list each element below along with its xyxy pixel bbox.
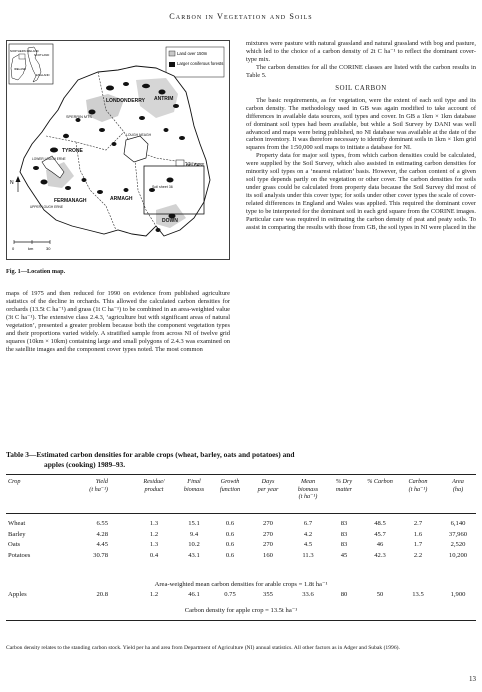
label-lough-neagh: LOUGH NEAGH bbox=[126, 133, 152, 137]
table-header-rule bbox=[6, 513, 476, 514]
cell-final: 15.1 bbox=[188, 520, 200, 527]
cell-area: 10,200 bbox=[448, 551, 468, 559]
body-paragraph: Property data for major soil types, from which carbon densities could be calculated, were supplied by the Soil Survey, which also assisted in estimating carbon densities for minority soil types on a ‘nearest relation’ basis. However, the carbon content of a given soil type depends partly on the vegetation or other cover. The carbon densities for soils under grass could be calculated from property data because the Soil Survey did most of its soil analysis under this cover type; for soils under other cover types the scale of cover-related differences in England and Wales was applied. This required the dominant cover type to be interpreted for the dominant soil in each grid square from the CORINE images. Particular care was required in estimating the carbon density of peat and peaty soils. To assist in comparing the results with those from GB, the soil types in NI were placed in the bbox=[246, 152, 476, 231]
cell-mean: 33.6 bbox=[302, 591, 314, 598]
cell-carbon-pct: 48.5 bbox=[374, 520, 386, 527]
table-footnote: Carbon density relates to the standing carbon stock. Yield per ha and area from Department of Agriculture (NI) annual statistics. All other factors as in Adger and Subak (1996). bbox=[6, 645, 400, 651]
cell-carbon-pct: 45.7 bbox=[374, 530, 386, 538]
cell-residue: 0.4 bbox=[149, 551, 159, 559]
cell-residue: 1.3 bbox=[149, 541, 159, 548]
header-area: Area (ha) bbox=[452, 478, 464, 493]
region-label-fermanagh: FERMANAGH bbox=[54, 198, 87, 204]
header-carbon-pct: % Carbon bbox=[367, 478, 393, 485]
cell-mean: 4.5 bbox=[303, 541, 313, 548]
cell-dry: 83 bbox=[340, 541, 348, 548]
cell-carbon: 1.7 bbox=[413, 541, 423, 548]
label-soil-sheet: Soil sheet 36 bbox=[152, 185, 173, 189]
body-paragraph: The basic requirements, as for vegetation, were the extent of each soil type and its carbon density. The methodology used in GB was again modified to take account of differences in available data sources, soil types and cover. In GB a 1km × 1km database of dominant soil types had been available, but while a Soil Survey by DANI was well advanced and maps were being published, no NI database was available at the date of the carbon inventory. It was therefore necessary to identify dominant soils in 1km × 1km grid squares from the 1:50,000 soil maps to initiate a database for NI. bbox=[246, 96, 476, 152]
belfast-marker bbox=[176, 160, 184, 166]
region-label-belfast: BELFAST bbox=[186, 162, 205, 167]
cell-area: 37,960 bbox=[448, 530, 468, 538]
body-paragraph: The carbon densities for all the CORINE classes are listed with the carbon results in Table 5. bbox=[246, 63, 476, 79]
location-map bbox=[6, 40, 230, 260]
label-sperrin: SPERRIN MTS bbox=[66, 115, 92, 119]
cell-days: 270 bbox=[263, 530, 273, 538]
table-row bbox=[0, 520, 482, 530]
cell-mean: 11.3 bbox=[302, 551, 314, 559]
table-top-rule bbox=[6, 474, 476, 475]
cell-carbon: 2.7 bbox=[413, 520, 423, 527]
cell-yield: 6.55 bbox=[96, 520, 108, 527]
header-growth: Growth function bbox=[219, 478, 241, 493]
cell-carbon: 13.5 bbox=[412, 591, 424, 598]
cell-crop: Apples bbox=[8, 591, 27, 598]
cell-yield: 4.28 bbox=[96, 530, 108, 538]
header-crop: Crop bbox=[8, 478, 21, 485]
table-mean-note: Area-weighted mean carbon densities for arable crops = 1.8t ha⁻¹ bbox=[154, 581, 328, 588]
cell-final: 46.1 bbox=[188, 591, 200, 598]
header-carbon: Carbon (t ha⁻¹) bbox=[408, 478, 428, 493]
table-row bbox=[0, 531, 482, 541]
scale-label-start: 0 bbox=[12, 246, 15, 251]
table-row bbox=[0, 591, 482, 601]
cell-mean: 4.2 bbox=[303, 530, 313, 538]
region-label-armagh: ARMAGH bbox=[110, 196, 133, 202]
table-apples-note: Carbon density for apple crop = 13.5t ha⁻¹ bbox=[184, 607, 298, 614]
cell-dry: 45 bbox=[340, 551, 348, 559]
cell-area: 2,520 bbox=[450, 541, 466, 548]
cell-area: 6,140 bbox=[450, 520, 466, 527]
body-paragraph: maps of 1975 and then reduced for 1990 on evidence from published agriculture statistics of the decline in orchards. This allowed the calculated carbon densities for orchards (13.5t C ha⁻¹) and grass (1t C ha⁻¹) to be combined in an area-weighted value (3t C ha⁻¹). The extensive class 2.4.3, ‘agriculture but with significant areas of natural vegetation’, presented a greater problem because both the component vegetation types and their proportions varied widely. A stratified sample from across NI of twelve grid squares (10km × 10km) containing large and small polygons of 2.4.3 was examined on the satellite images and the component cover types noted. The most common bbox=[6, 290, 230, 353]
header-days: Days per year bbox=[257, 478, 279, 493]
cell-growth: 0.75 bbox=[224, 591, 236, 598]
cell-crop: Barley bbox=[8, 530, 26, 538]
cell-carbon-pct: 46 bbox=[376, 541, 384, 548]
page-number: 13 bbox=[469, 675, 476, 683]
cell-final: 10.2 bbox=[188, 541, 200, 548]
inset-label-england: ENGLAND bbox=[36, 73, 50, 77]
left-column bbox=[6, 290, 230, 354]
table-row bbox=[0, 541, 482, 551]
cell-carbon-pct: 50 bbox=[376, 591, 384, 598]
table-title-line: Table 3—Estimated carbon densities for arable crops (wheat, barley, oats and potatoes) and bbox=[6, 450, 295, 459]
cell-yield: 20.8 bbox=[96, 591, 108, 598]
table-body bbox=[0, 520, 482, 600]
cell-final: 9.4 bbox=[189, 530, 199, 538]
cell-days: 160 bbox=[263, 551, 273, 559]
cell-residue: 1.2 bbox=[149, 530, 159, 538]
region-label-tyrone: TYRONE bbox=[62, 148, 83, 154]
location-map-graphic bbox=[6, 40, 230, 260]
legend-swatch-land bbox=[169, 51, 175, 56]
table-row bbox=[0, 591, 482, 601]
cell-carbon: 2.2 bbox=[413, 551, 423, 559]
inset-label-ireland: IRELAND bbox=[14, 67, 27, 71]
map-legend bbox=[166, 47, 224, 77]
cell-residue: 1.2 bbox=[149, 591, 159, 598]
cell-crop: Wheat bbox=[8, 520, 26, 527]
header-final: Final biomass bbox=[183, 478, 205, 493]
cell-days: 270 bbox=[263, 541, 273, 548]
label-upper-lough-erne: UPPER LOUGH ERNE bbox=[30, 205, 63, 209]
header-residue: Residue/ product bbox=[143, 478, 165, 493]
label-lower-lough-erne: LOWER LOUGH ERNE bbox=[32, 157, 66, 161]
running-head: Carbon in Vegetation and Soils bbox=[169, 12, 313, 21]
table-header bbox=[0, 478, 482, 510]
cell-carbon: 1.6 bbox=[413, 530, 423, 538]
cell-crop: Oats bbox=[8, 541, 21, 548]
legend-swatch-forest bbox=[169, 62, 175, 67]
cell-mean: 6.7 bbox=[303, 520, 313, 527]
cell-growth: 0.6 bbox=[225, 541, 235, 548]
cell-crop: Potatoes bbox=[8, 551, 31, 559]
cell-growth: 0.6 bbox=[225, 520, 235, 527]
cell-dry: 80 bbox=[340, 591, 348, 598]
inset-map bbox=[9, 44, 53, 84]
cell-growth: 0.6 bbox=[225, 551, 235, 559]
header-dry: % Dry matter bbox=[335, 478, 353, 493]
cell-days: 270 bbox=[263, 520, 273, 527]
cell-growth: 0.6 bbox=[225, 530, 235, 538]
table-row bbox=[0, 552, 482, 562]
scale-label-unit: km bbox=[28, 246, 34, 251]
cell-yield: 4.45 bbox=[96, 541, 108, 548]
header-yield: Yield (t ha⁻¹) bbox=[89, 478, 108, 493]
table-title bbox=[6, 450, 476, 469]
region-label-antrim: ANTRIM bbox=[154, 96, 174, 102]
figure-caption: Fig. 1—Location map. bbox=[6, 268, 66, 275]
region-label-down: DOWN bbox=[162, 218, 178, 224]
inset-label-scotland: SCOTLAND bbox=[34, 53, 50, 57]
table-bottom-rule bbox=[6, 620, 476, 621]
north-label: N bbox=[10, 180, 14, 186]
cell-dry: 83 bbox=[340, 530, 348, 538]
section-heading: SOIL CARBON bbox=[335, 84, 387, 92]
cell-days: 355 bbox=[263, 591, 273, 598]
cell-dry: 83 bbox=[340, 520, 348, 527]
header-mean: Mean biomass (t ha⁻¹) bbox=[297, 478, 319, 501]
right-column bbox=[246, 40, 476, 232]
table-title-line: apples (cooking) 1989–93. bbox=[44, 459, 126, 469]
cell-area: 1,900 bbox=[450, 591, 466, 598]
cell-yield: 30.78 bbox=[93, 551, 108, 559]
legend-label-forest: Larger coniferous forests bbox=[177, 61, 224, 66]
legend-label-land: Land over 150m bbox=[177, 51, 208, 56]
scale-label-end: 30 bbox=[46, 246, 51, 251]
cell-residue: 1.3 bbox=[149, 520, 159, 527]
cell-final: 43.1 bbox=[188, 551, 200, 559]
cell-carbon-pct: 42.3 bbox=[374, 551, 386, 559]
inset-label-ni: NORTHERN IRELAND bbox=[10, 49, 39, 53]
region-label-londonderry: LONDONDERRY bbox=[106, 98, 145, 104]
body-paragraph: mixtures were pasture with natural grassland and natural grassland with bog and pasture, which led to the choice of a carbon density of 2t C ha⁻¹ to reflect the dominant cover-type mix. bbox=[246, 40, 476, 63]
